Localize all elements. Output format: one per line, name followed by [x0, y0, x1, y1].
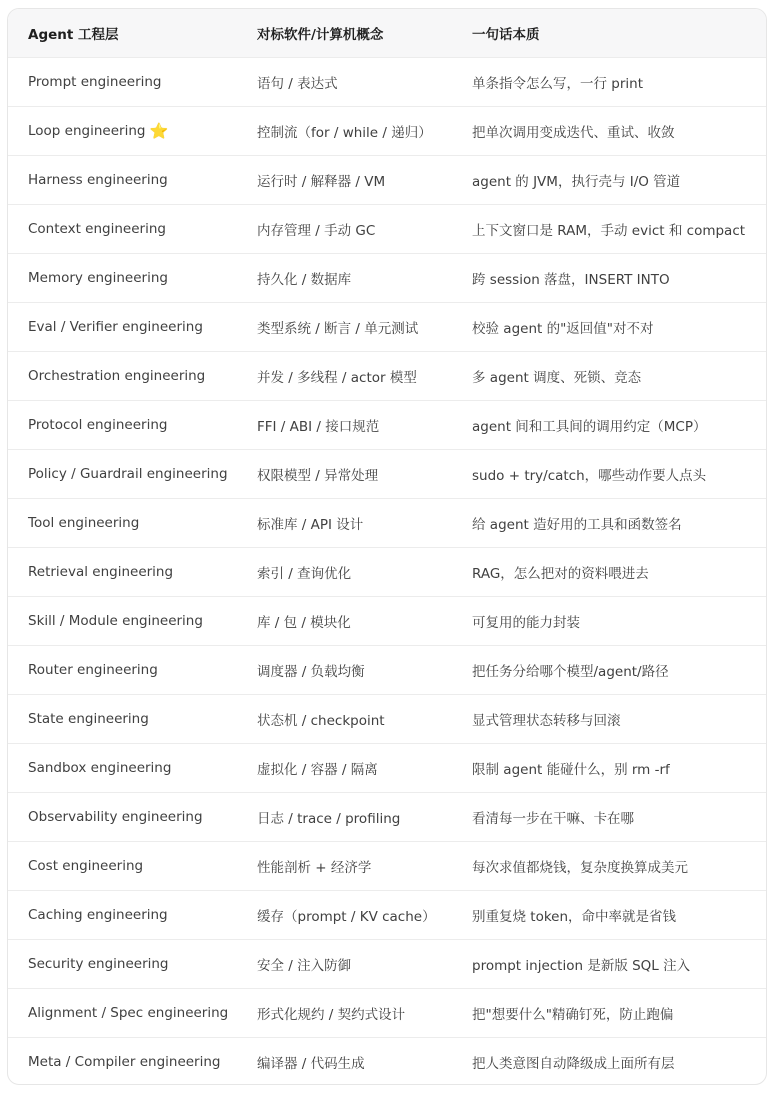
cell-agent-layer [8, 596, 237, 645]
cell-software-concept: 持久化 / 数据库 [257, 271, 352, 288]
agent-layer-text: Meta / Compiler engineering [28, 1053, 221, 1070]
table-row [8, 841, 766, 890]
cell-software-concept: 标准库 / API 设计 [257, 516, 364, 533]
table-row [8, 988, 766, 1037]
cell-essence: 上下文窗口是 RAM，手动 evict 和 compact [472, 222, 746, 239]
comparison-table [8, 9, 766, 1085]
table-row [8, 302, 766, 351]
agent-layer-text: Alignment / Spec engineering [28, 1004, 229, 1021]
cell-agent-layer [8, 743, 237, 792]
cell-essence: 给 agent 造好用的工具和函数签名 [472, 516, 682, 533]
agent-layer-text: Context engineering [28, 220, 166, 237]
cell-essence: prompt injection 是新版 SQL 注入 [472, 957, 691, 974]
agent-layer-text: State engineering [28, 710, 149, 727]
agent-layer-text: Loop engineering [28, 122, 146, 139]
cell-software-concept: 运行时 / 解释器 / VM [257, 173, 386, 190]
agent-layer-text: Eval / Verifier engineering [28, 318, 203, 335]
cell-essence: 把"想要什么"精确钉死，防止跑偏 [472, 1006, 674, 1023]
agent-layer-text: Caching engineering [28, 906, 168, 923]
comparison-table-container [7, 8, 767, 1085]
agent-layer-text: Security engineering [28, 955, 169, 972]
cell-software-concept: 性能剖析 + 经济学 [257, 859, 372, 876]
agent-layer-text: Observability engineering [28, 808, 203, 825]
cell-software-concept: 调度器 / 负载均衡 [257, 663, 365, 680]
cell-essence: 别重复烧 token，命中率就是省钱 [472, 908, 677, 925]
cell-software-concept: 状态机 / checkpoint [257, 712, 385, 729]
cell-agent-layer [8, 939, 237, 988]
table-row [8, 351, 766, 400]
header-software-concept: 对标软件/计算机概念 [257, 26, 384, 43]
cell-essence: agent 间和工具间的调用约定（MCP） [472, 418, 707, 435]
cell-software-concept: 并发 / 多线程 / actor 模型 [257, 369, 417, 386]
cell-software-concept: 缓存（prompt / KV cache） [257, 908, 436, 925]
table-row [8, 498, 766, 547]
cell-agent-layer [8, 57, 237, 106]
cell-software-concept: 形式化规约 / 契约式设计 [257, 1006, 406, 1023]
cell-agent-layer [8, 1037, 237, 1085]
table-row [8, 596, 766, 645]
agent-layer-text: Retrieval engineering [28, 563, 174, 580]
cell-software-concept: 内存管理 / 手动 GC [257, 222, 376, 239]
star-icon: ⭐ [149, 121, 169, 140]
cell-agent-layer [8, 547, 237, 596]
header-essence: 一句话本质 [472, 26, 540, 43]
cell-software-concept: 虚拟化 / 容器 / 隔离 [257, 761, 378, 778]
agent-layer-text: Memory engineering [28, 269, 168, 286]
table-row [8, 155, 766, 204]
agent-layer-text: Protocol engineering [28, 416, 168, 433]
cell-essence: 看清每一步在干嘛、卡在哪 [472, 810, 634, 827]
cell-essence: 单条指令怎么写，一行 print [472, 75, 644, 92]
agent-layer-text: Sandbox engineering [28, 759, 172, 776]
cell-software-concept: FFI / ABI / 接口规范 [257, 418, 380, 435]
agent-layer-text: Tool engineering [28, 514, 140, 531]
agent-layer-text: Skill / Module engineering [28, 612, 203, 629]
table-header-row [8, 9, 766, 57]
cell-software-concept: 索引 / 查询优化 [257, 565, 352, 582]
cell-software-concept: 类型系统 / 断言 / 单元测试 [257, 320, 419, 337]
table-row [8, 792, 766, 841]
table-row [8, 743, 766, 792]
cell-agent-layer [8, 645, 237, 694]
cell-software-concept: 语句 / 表达式 [257, 75, 338, 92]
cell-software-concept: 权限模型 / 异常处理 [257, 467, 379, 484]
cell-agent-layer [8, 400, 237, 449]
cell-essence: 限制 agent 能碰什么，别 rm -rf [472, 761, 670, 778]
cell-essence: 把任务分给哪个模型/agent/路径 [472, 663, 669, 680]
header-agent-layer: Agent 工程层 [28, 26, 119, 43]
cell-software-concept: 编译器 / 代码生成 [257, 1055, 365, 1072]
cell-essence: agent 的 JVM，执行壳与 I/O 管道 [472, 173, 681, 190]
cell-essence: sudo + try/catch，哪些动作要人点头 [472, 467, 707, 484]
cell-essence: RAG，怎么把对的资料喂进去 [472, 565, 649, 582]
table-row [8, 449, 766, 498]
cell-agent-layer [8, 841, 237, 890]
cell-essence: 每次求值都烧钱，复杂度换算成美元 [472, 859, 688, 876]
cell-agent-layer [8, 988, 237, 1037]
agent-layer-text: Harness engineering [28, 171, 168, 188]
table-row [8, 890, 766, 939]
cell-agent-layer [8, 890, 237, 939]
agent-layer-text: Cost engineering [28, 857, 144, 874]
cell-agent-layer [8, 792, 237, 841]
table-row [8, 253, 766, 302]
cell-agent-layer [8, 694, 237, 743]
cell-essence: 校验 agent 的"返回值"对不对 [472, 320, 654, 337]
cell-essence: 显式管理状态转移与回滚 [472, 712, 621, 729]
agent-layer-text: Router engineering [28, 661, 158, 678]
table-row [8, 204, 766, 253]
cell-agent-layer [8, 498, 237, 547]
cell-essence: 跨 session 落盘，INSERT INTO [472, 271, 670, 288]
table-row [8, 694, 766, 743]
cell-software-concept: 控制流（for / while / 递归） [257, 124, 432, 141]
table-body [8, 57, 766, 1085]
table-row [8, 57, 766, 106]
table-row [8, 547, 766, 596]
cell-software-concept: 库 / 包 / 模块化 [257, 614, 351, 631]
table-row [8, 106, 766, 155]
cell-software-concept: 安全 / 注入防御 [257, 957, 352, 974]
cell-agent-layer [8, 302, 237, 351]
cell-software-concept: 日志 / trace / profiling [257, 810, 401, 827]
cell-agent-layer [8, 106, 237, 155]
table-row [8, 1037, 766, 1085]
cell-agent-layer [8, 351, 237, 400]
cell-essence: 把人类意图自动降级成上面所有层 [472, 1055, 675, 1072]
cell-essence: 把单次调用变成迭代、重试、收敛 [472, 124, 675, 141]
agent-layer-text: Orchestration engineering [28, 367, 206, 384]
table-row [8, 400, 766, 449]
table-row [8, 645, 766, 694]
cell-essence: 多 agent 调度、死锁、竞态 [472, 369, 642, 386]
cell-agent-layer [8, 449, 237, 498]
cell-agent-layer [8, 253, 237, 302]
agent-layer-text: Policy / Guardrail engineering [28, 465, 228, 482]
cell-essence: 可复用的能力封装 [472, 614, 580, 631]
cell-agent-layer [8, 204, 237, 253]
agent-layer-text: Prompt engineering [28, 73, 162, 90]
cell-agent-layer [8, 155, 237, 204]
table-row [8, 939, 766, 988]
